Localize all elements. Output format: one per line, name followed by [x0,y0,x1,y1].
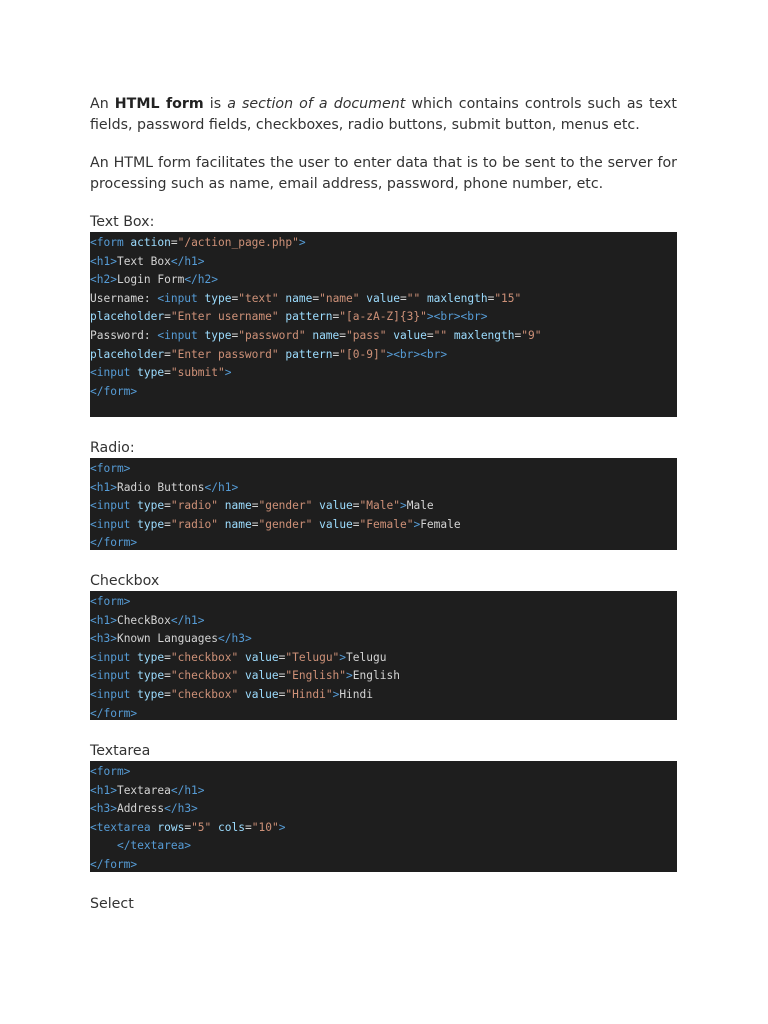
code-token: </form> [90,706,138,720]
code-line [90,271,677,290]
code-token: name [224,499,252,513]
code-token: Textarea [116,783,171,797]
code-token: <h2> [90,273,117,287]
code-token [238,651,245,664]
code-token: <form> [90,765,131,778]
code-line [90,763,677,782]
intro-text-italic: a section of a document [227,96,406,112]
code-token: = [399,291,407,305]
code-token: "Telugu" [285,650,340,664]
code-token: > [426,310,434,324]
code-token: value [244,687,279,701]
code-token: action [130,236,171,249]
code-token: Male [406,499,434,513]
code-line [90,800,677,819]
code-token [238,669,245,682]
code-token: "radio" [170,499,219,513]
code-token: Radio Buttons [116,480,205,494]
intro-text-e: which contains controls such as text fields, password fields, checkboxes, radio buttons, submit button, menus etc. [90,96,677,133]
code-token: = [339,328,347,342]
code-token: Text Box [116,254,171,268]
code-token: "10" [251,820,279,834]
code-line [90,856,677,875]
code-token: <h1> [90,480,117,494]
code-token: = [514,328,522,342]
code-token: "submit" [170,366,225,380]
code-token: placeholder [90,347,165,361]
code-token: name [285,291,313,305]
code-token: value [244,669,279,683]
code-token: <h1> [90,254,117,268]
code-token: </h1> [170,783,205,797]
code-token: > [399,499,407,513]
code-token: type [137,499,165,513]
code-line [90,364,677,383]
code-token: </h1> [170,254,205,268]
code-token: <h3> [90,802,117,816]
intro-text-bold: HTML form [114,96,204,112]
code-token [218,518,225,531]
code-token: value [319,517,353,531]
code-token: > [346,669,353,683]
intro-text-c: is [203,96,228,112]
code-token: "gender" [258,517,313,531]
code-token: "[0-9]" [339,347,387,361]
code-token: <input [90,669,138,683]
code-token: English [352,669,400,683]
code-token: "checkbox" [170,687,239,701]
code-token: <input [157,328,205,342]
code-token: <input [90,687,138,701]
code-token: maxlength [426,291,488,305]
radio-section-label: Radio: [90,440,135,456]
code-token: CheckBox [116,613,171,627]
select-section-label: Select [90,896,134,912]
code-token: pattern [285,347,333,361]
code-token: = [170,236,178,249]
code-token: type [137,366,165,380]
code-token: "checkbox" [170,669,239,683]
code-token: </h2> [184,273,218,287]
code-token: <input [90,366,138,380]
code-token: <br> [420,347,448,361]
code-token: > [413,517,421,531]
code-token: <form> [90,595,131,608]
code-token: "9" [521,328,542,342]
code-token: Known Languages [116,632,218,646]
code-token: "Enter username" [170,310,279,324]
intro-text-a: An [90,96,115,112]
code-line [90,308,677,327]
code-token: = [164,347,171,361]
code-token: <h1> [90,783,117,797]
code-token: > [224,366,232,380]
code-token: value [393,328,427,342]
code-token: > [298,236,306,249]
code-token: = [332,310,340,324]
code-token [238,688,245,701]
code-token: <h1> [90,613,117,627]
code-token: value [244,650,279,664]
textbox-section-label: Text Box: [90,214,155,230]
code-line [90,534,677,553]
code-token: Login Form [116,273,185,287]
code-token: type [137,517,165,531]
code-token: </h1> [170,613,205,627]
code-token: = [164,310,171,324]
code-token: > [332,687,340,701]
textbox-code-block [90,232,677,417]
code-line [90,460,677,479]
code-token: = [352,517,360,531]
code-token: = [426,328,434,342]
code-token: = [164,517,171,531]
code-token: = [164,687,171,701]
code-token: "Female" [359,517,414,531]
code-line [90,630,677,649]
code-line [90,327,677,346]
code-line [90,346,677,365]
code-token: = [164,650,171,664]
code-token [447,329,454,342]
code-token: type [204,291,232,305]
code-line [90,837,677,856]
code-token: > [339,650,347,664]
code-token: <h3> [90,632,117,646]
code-token: = [352,499,360,513]
code-token: </h3> [218,632,252,646]
code-token: <form> [90,462,131,475]
code-token: <form [90,236,131,249]
code-token: pattern [285,310,333,324]
code-token: "[a-zA-Z]{3}" [339,310,427,324]
code-line [90,593,677,612]
code-token: "15" [494,291,522,305]
code-token: value [319,499,353,513]
code-token: = [251,499,259,513]
code-token: Username: [90,291,158,305]
checkbox-section-label: Checkbox [90,573,160,589]
code-token: type [137,669,165,683]
code-token: = [231,328,239,342]
code-token: = [278,650,286,664]
code-token: maxlength [453,328,515,342]
intro-paragraph-1 [90,94,677,136]
code-token: = [487,291,495,305]
code-token: </form> [90,384,138,398]
code-token: "5" [191,820,212,834]
code-token: "radio" [170,517,219,531]
code-token: </h3> [164,802,198,816]
code-token: = [312,291,320,305]
code-token: value [366,291,400,305]
intro-paragraph-2: An HTML form facilitates the user to enter data that is to be sent to the server for processing such as name, email address, password, phone number, etc. [90,155,677,192]
code-line [90,516,677,535]
code-token: = [164,366,171,380]
code-token: "text" [238,291,279,305]
code-token: Password: [90,328,158,342]
code-token: "Male" [359,499,400,513]
code-token: = [332,347,340,361]
code-token: = [244,820,252,834]
code-line [90,234,677,253]
code-line [90,290,677,309]
code-line [90,497,677,516]
code-token: <br> [393,347,421,361]
code-token: "password" [238,328,306,342]
checkbox-code-block [90,591,677,720]
code-token: Female [420,517,461,531]
code-token: <input [157,291,205,305]
code-token: = [278,687,286,701]
code-token: "pass" [346,328,387,342]
code-token: Address [116,802,165,816]
code-line [90,705,677,724]
code-token: "English" [285,669,347,683]
code-token: <br> [433,310,461,324]
code-token: Telugu [346,650,387,664]
code-token: type [137,650,165,664]
code-line [90,479,677,498]
code-line [90,819,677,838]
code-line [90,383,677,402]
code-token: type [137,687,165,701]
code-token: type [204,328,232,342]
code-line [90,649,677,668]
code-line [90,686,677,705]
code-token: "Hindi" [285,687,333,701]
code-token: "name" [319,291,360,305]
code-token: </form> [90,536,138,550]
code-token: > [278,820,286,834]
code-token: name [224,517,252,531]
code-token: = [231,291,239,305]
code-token: = [184,820,192,834]
code-token: placeholder [90,310,165,324]
radio-code-block [90,458,677,550]
code-token: "" [433,328,448,342]
code-token: Hindi [339,687,373,701]
code-line [90,612,677,631]
textarea-section-label: Textarea [90,743,151,759]
code-token: "" [406,291,421,305]
code-line [90,667,677,686]
code-token: <input [90,517,138,531]
code-token: "gender" [258,499,313,513]
code-token: "checkbox" [170,650,239,664]
code-token: <br> [460,310,488,324]
code-token: <input [90,650,138,664]
code-token [420,292,427,305]
code-token: </form> [90,857,138,871]
code-token: <input [90,499,138,513]
code-token: cols [218,820,245,834]
textarea-code-block [90,761,677,872]
code-token: </h1> [204,480,239,494]
code-token: <textarea [90,820,158,834]
code-token: > [386,347,394,361]
code-token: = [278,669,286,683]
code-token [218,499,225,512]
code-token: = [251,517,259,531]
code-line [90,782,677,801]
code-token: "/action_page.php" [177,236,299,249]
code-token: = [164,669,171,683]
code-token: rows [157,820,185,834]
code-token [90,839,117,852]
code-token: = [164,499,171,513]
code-line [90,253,677,272]
code-token: name [312,328,340,342]
code-token: </textarea> [116,839,192,853]
code-token: "Enter password" [170,347,279,361]
